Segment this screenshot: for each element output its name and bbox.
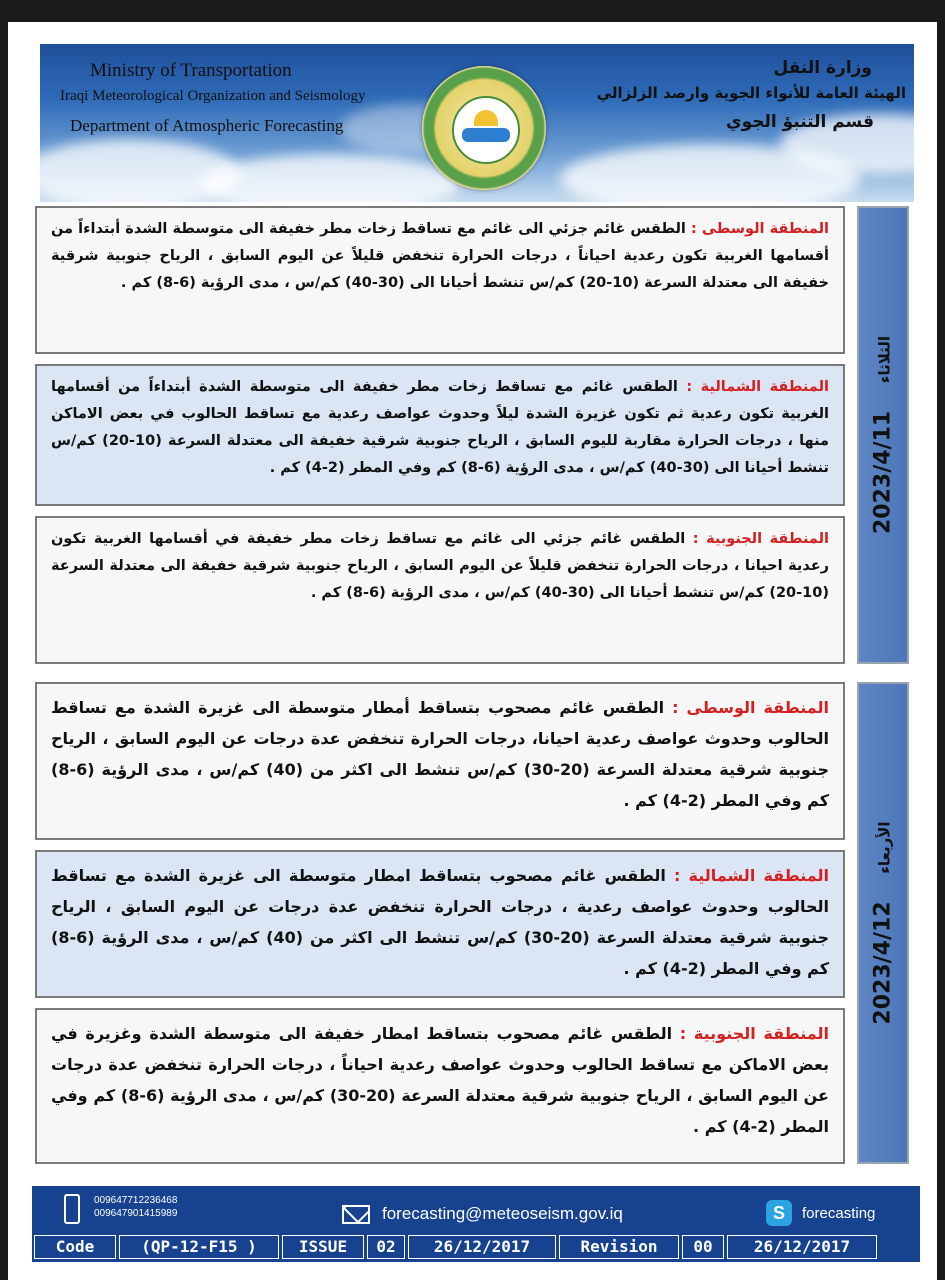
footer [32, 1186, 920, 1262]
region-label: المنطقة الوسطى : [691, 221, 829, 237]
region-north-day2 [35, 850, 845, 998]
email-link[interactable]: forecasting@meteoseism.gov.iq [382, 1204, 623, 1223]
region-label: المنطقة الجنوبية : [692, 531, 829, 547]
phone-icon [64, 1194, 80, 1224]
code-value: (QP-12-F15 ) [119, 1235, 279, 1259]
phone-numbers [94, 1194, 177, 1220]
region-forecast-text: الطقس غائم مصحوب بتساقط أمطار متوسطة الى غزيرة الشدة مع تساقط الحالوب وحدوث عواصف رعدية احيانا، درجات الحرارة تنخفض عدة درجات عن اليوم السابق ، الرياح جنوبية شرقية معتدلة السرعة (20-30) كم/س تنشط الى اكثر من (40) كم/س ، مدى الرؤية (6-8) كم وفي المطر (2-4) كم . [51, 698, 830, 810]
ministry-name-ar: وزارة النقل [773, 58, 872, 78]
issue-label: ISSUE [282, 1235, 364, 1259]
skype-icon: S [766, 1200, 792, 1226]
forecast-weekday: الأربعاء [875, 821, 894, 874]
skype-handle[interactable]: forecasting [802, 1205, 876, 1222]
forecast-weekday: الثلاثاء [875, 335, 894, 384]
region-forecast-text: الطقس غائم مصحوب بتساقط امطار خفيفة الى متوسطة الشدة وغزيرة في بعض الاماكن مع تساقط الحالوب وحدوث عواصف رعدية احياناً ، درجات الحرارة تنخفض عدة درجات عن اليوم السابق ، الرياح جنوبية شرقية معتدلة السرعة (20-30) كم/س ، مدى الرؤية (6-8) كم وفي المطر (2-4) كم . [51, 1024, 829, 1136]
ministry-name-en: Ministry of Transportation [90, 60, 292, 81]
document-code-bar [34, 1235, 918, 1259]
forecast-date: 2023/4/12 [870, 901, 896, 1025]
region-central-day1 [35, 206, 845, 354]
revision-label: Revision [559, 1235, 679, 1259]
revision-number: 00 [682, 1235, 724, 1259]
day-forecast-1 [31, 206, 912, 664]
issue-date: 26/12/2017 [408, 1235, 556, 1259]
forecast-date: 2023/4/11 [870, 410, 896, 535]
region-label: المنطقة الجنوبية : [679, 1024, 829, 1043]
header-banner [40, 44, 914, 202]
region-label: المنطقة الشمالية : [674, 866, 830, 885]
phone-number-1: 009647712236468 [94, 1195, 178, 1206]
region-forecast-text: الطقس غائم جزئي الى غائم مع تساقط زخات مطر خفيفة الى متوسطة الشدة أبتداءاً من أقسامها الغربية تكون رعدية احياناً ، درجات الحرارة تنخفض قليلاً عن اليوم السابق ، الرياح جنوبية شرقية خفيفة الى معتدلة السرعة (10-20) كم/س تنشط أحيانا الى (30-40) كم/س ، مدى الرؤية (6-8) كم . [51, 221, 829, 291]
mail-icon [342, 1205, 370, 1224]
region-forecast-text: الطقس غائم جزئي الى غائم مع تساقط زخات مطر خفيفة في أقسامها الغربية تكون رعدية احيانا ، درجات الحرارة تنخفض قليلاً عن اليوم السابق ، الرياح جنوبية شرقية خفيفة الى معتدلة السرعة (10-20) كم/س تنشط أحيانا الى (30-40) كم/س ، مدى الرؤية (6-8) كم . [51, 531, 829, 601]
region-label: المنطقة الشمالية : [686, 379, 829, 395]
organization-name-ar: الهيئة العامة للأنواء الجوية وارصد الزلزالي [596, 84, 906, 102]
region-south-day2 [35, 1008, 845, 1164]
region-north-day1 [35, 364, 845, 506]
day-date-sidebar [857, 206, 909, 664]
region-forecast-text: الطقس غائم مصحوب بتساقط امطار متوسطة الى غزيرة الشدة مع تساقط الحالوب وحدوث عواصف رعدية ، درجات الحرارة تنخفض عدة درجات عن اليوم السابق ، الرياح جنوبية شرقية معتدلة السرعة (20-30) كم/س تنشط الى اكثر من (40) كم/س ، مدى الرؤية (6-8) كم وفي المطر (2-4) كم . [51, 866, 830, 978]
region-label: المنطقة الوسطى : [672, 698, 829, 717]
region-forecast-text: الطقس غائم مع تساقط زخات مطر خفيفة الى متوسطة الشدة أبتداءاً من أقسامها الغربية تكون رعدية ثم تكون غزيرة الشدة ليلاً وحدوث عواصف رعدية مع تساقط الحالوب في بعض الاماكن منها ، درجات الحرارة مقاربة لليوم السابق ، الرياح جنوبية شرقية خفيفة الى معتدلة السرعة (10-20) كم/س تنشط أحيانا الى (30-40) كم/س ، مدى الرؤية (6-8) كم وفي المطر (2-4) كم . [51, 379, 829, 476]
phone-number-2: 009647901415989 [94, 1208, 178, 1219]
organization-logo [422, 66, 546, 190]
department-name-ar: قسم التنبؤ الجوي [726, 112, 874, 132]
day-forecast-2 [31, 682, 912, 1164]
organization-name-en: Iraqi Meteorological Organization and Seismology [60, 88, 366, 104]
day-date-sidebar [857, 682, 909, 1164]
region-central-day2 [35, 682, 845, 840]
code-label: Code [34, 1235, 116, 1259]
revision-date: 26/12/2017 [727, 1235, 877, 1259]
department-name-en: Department of Atmospheric Forecasting [70, 116, 344, 135]
issue-number: 02 [367, 1235, 405, 1259]
region-south-day1 [35, 516, 845, 664]
